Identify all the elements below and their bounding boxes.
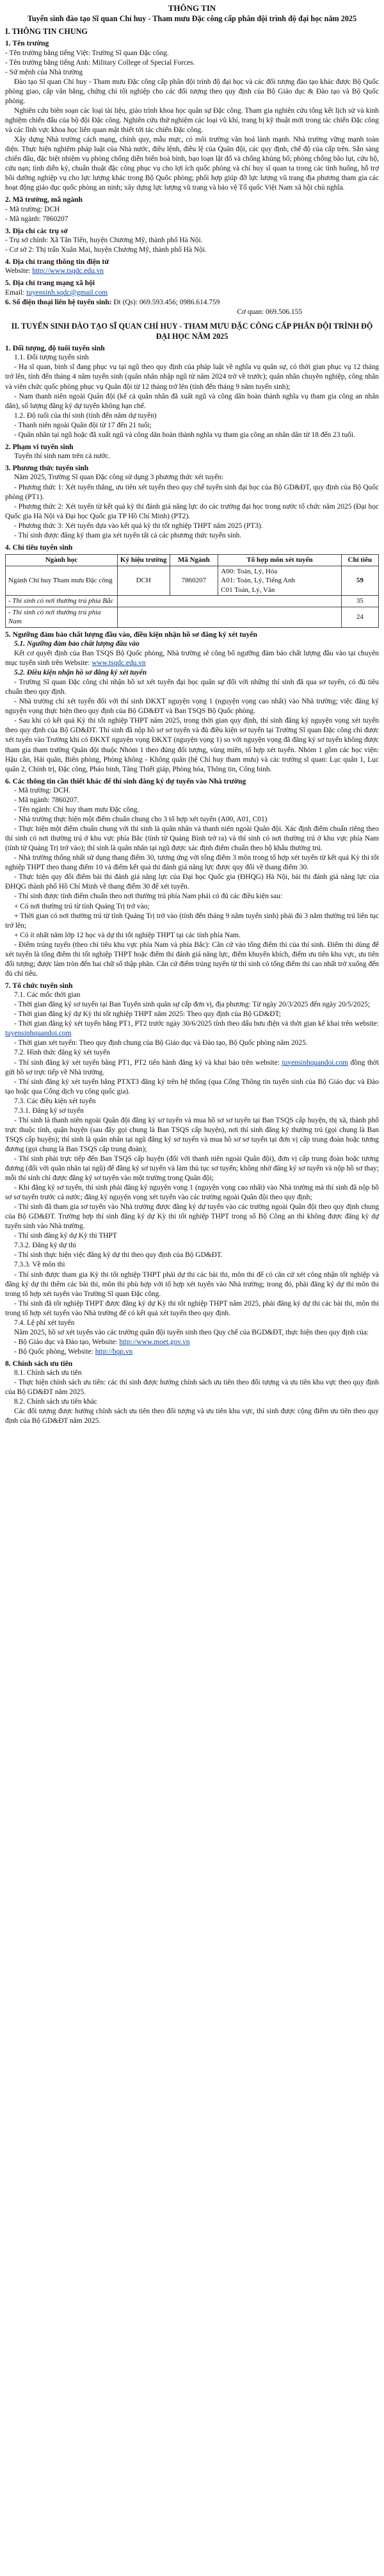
table-cell: 35: [341, 596, 378, 607]
website-link[interactable]: www.tsqdc.edu.vn: [92, 659, 146, 668]
paragraph: - Thí sinh đăng ký xét tuyển bằng PTXT3 đăng ký trên hệ thống (qua Cổng Thông tin tuyển sinh của Bộ Giáo dục và Đào tạo hoặc qua Cổng dịch vụ công quốc gia).: [5, 1078, 379, 1095]
paragraph: Các đối tượng được hưởng chính sách ưu tiên theo đối tượng và ưu tiên khu vực, thí sinh được cộng điểm ưu tiên theo quy định của Bộ GD&ĐT năm 2025.: [5, 1407, 379, 1425]
phone-heading: 6. Số điện thoại liên hệ tuyển sinh:: [5, 298, 112, 306]
paragraph: - Khi đăng ký sơ tuyển, thí sinh phải đăng ký nguyện vọng 1 (nguyện vọng cao nhất) vào Nhà trường mà thí sinh đã nộp hồ sơ sơ tuyển trước cả nước; đăng ký nguyện vọng xét tuyển vào các trường ngoài Quân đội theo quy định;: [5, 1184, 379, 1202]
table-cell: 7860207: [170, 566, 218, 596]
document-title: THÔNG TIN: [168, 3, 216, 13]
part1-heading: I. THÔNG TIN CHUNG: [5, 27, 88, 37]
table-header-cell: Ngành học: [6, 555, 118, 566]
paragraph: - Thí sinh đã tham gia sơ tuyển vào Nhà trường được đăng ký dự tuyển vào các trường ngoài Quân đội theo quy định chung của Bộ GD&ĐT. Trường hợp thí sinh đăng ký dự Kỳ thi tốt nghiệp THPT trong số Bộ Công an thì không được đăng ký dự tuyển sinh vào Nhà trường.: [5, 1203, 379, 1231]
paragraph: [5, 1058, 379, 1078]
website-link[interactable]: http://bqp.vn: [95, 1347, 133, 1356]
section-heading: 2. Mã trường, mã ngành: [5, 195, 83, 204]
website-link[interactable]: tuyensinhquandoi.com: [282, 1058, 348, 1067]
paragraph: [5, 1338, 379, 1347]
table-row: [6, 596, 379, 607]
paragraph-text: - Thời gian đăng ký xét tuyển bằng PT1, PT2 trước ngày 30/6/2025 tính theo dấu bưu điện và thời gian kế khai trên website:: [14, 1020, 379, 1028]
text-line: - Trụ sở chính: Xã Tân Tiến, huyện Chương Mỹ, thành phố Hà Nội.: [5, 236, 203, 245]
section-heading: 2. Phạm vi tuyển sinh: [5, 442, 74, 451]
paragraph: [5, 649, 379, 668]
subsection-heading: 5.2. Điều kiện nhận hồ sơ đăng ký xét tuyển: [14, 669, 147, 677]
paragraph-text: - Bộ Giáo dục và Đào tạo, Website:: [14, 1338, 120, 1346]
paragraph: - Sau khi có kết quả Kỳ thi tốt nghiệp THPT năm 2025, trong thời gian quy định, thí sinh đăng ký nguyện vọng xét tuyển theo quy định của Bộ GD&ĐT. Thí sinh đã nộp hồ sơ sơ tuyển và đủ điều kiện sơ tuyển tại Trường Sĩ quan Đặc công chỉ được xét tuyển vào Trường khi có ĐKXT nguyện vọng ĐKXT (nguyện vọng 1) so với nguyện vọng đã đăng ký sơ tuyển không được tham gia tham trường Quân đội thuộc Nhóm 1 theo đúng đối tượng, vùng miền, tổ hợp xét tuyển. Nhóm 1 gồm các học viện: Hậu cần, Hải quân, Biên phòng, Phòng không - Không quân (hệ Chỉ huy tham mưu) và các trường sĩ quan: Lục quân 1, Lục quân 2, Chính trị, Đặc công, Pháo binh, Tăng Thiết giáp, Phòng hóa, Thông tin, Công binh.: [5, 717, 379, 773]
paragraph: - Điểm trúng tuyển (theo chỉ tiêu khu vực phía Nam và phía Bắc): Căn cứ vào tổng điểm thi của thí sinh. Điểm thi dùng để xét tuyển là tổng điểm thi tốt nghiệp THPT hoặc điểm thi đánh giá năng lực, điểm khuyến khích, điểm ưu tiên khu vực, ưu tiên đối tượng; được làm tròn đến hai chữ số thập phân. Căn cứ điểm trúng tuyển từ thí sinh có tổng điểm thi cao nhất trở xuống đến đủ chỉ tiêu.: [5, 940, 379, 978]
paragraph: + Thời gian có nơi thường trú từ tỉnh Quảng Trị trở vào (tính đến tháng 9 năm tuyển sinh) phải đủ 3 năm thường trú liên tục trở lên;: [5, 912, 379, 930]
section-heading: 4. Địa chỉ trang thông tin điện tử: [5, 258, 109, 267]
table-cell: - Thí sinh có nơi thường trú phía Nam: [6, 607, 118, 627]
paragraph: - Thanh niên ngoài Quân đội từ 17 đến 21 tuổi;: [14, 421, 152, 429]
section-heading: 5. Ngưỡng đảm bảo chất lượng đầu vào, điều kiện nhận hồ sơ đăng ký xét tuyển: [5, 630, 257, 639]
section-heading: 4. Chỉ tiêu tuyển sinh: [5, 543, 73, 552]
paragraph: - Thí sinh đã tốt nghiệp THPT được đăng ký dự Kỳ thi tốt nghiệp THPT năm 2025, phải đăng ký dự thi các bài thi, môn thi trong tổ hợp xét tuyển vào Nhà trường để có kết quả xét tuyển theo quy định.: [5, 1299, 379, 1317]
paragraph: - Thí sinh phải trực tiếp đến Ban TSQS cấp huyện (đối với thanh niên ngoài Quân đội), đơn vị cấp trung đoàn hoặc tương đương (đối với quân nhân tại ngũ) để đăng ký sơ tuyển và làm thủ tục sơ tuyển; không nhờ đăng ký sơ tuyển và nộp hồ sơ thay; mỗi thí sinh chỉ được đăng ký sơ tuyển vào một trường trong Quân đội;: [5, 1154, 379, 1183]
paragraph: - Thí sinh được tính điểm chuẩn theo nơi thường trú phía Nam phải có đủ các điều kiện sau:: [14, 892, 282, 901]
paragraph: - Thực hiện chính sách ưu tiên: các thí sinh được hưởng chính sách ưu tiên theo đối tượng và ưu tiên khu vực theo quy định của Bộ GD&ĐT năm 2025.: [5, 1379, 379, 1397]
subsection-heading: 5.1. Ngưỡng đảm bảo chất lượng đầu vào: [14, 639, 140, 648]
text-line: - Tên trường bằng tiếng Anh: Military College of Special Forces.: [5, 58, 195, 67]
table-row: [6, 566, 379, 596]
email-link[interactable]: tuyensinh.sqdc@gmail.com: [26, 288, 108, 297]
paragraph: - Thí sinh được đăng ký tham gia xét tuyển tất cả các phương thức tuyển sinh.: [14, 531, 242, 539]
text-line: - Tên trường bằng tiếng Việt: Trường Sĩ quan Đặc công.: [5, 49, 169, 57]
subsection-heading: 7.1. Các mốc thời gian: [14, 991, 81, 999]
text-line: - Mã ngành: 7860207.: [14, 796, 79, 804]
paragraph: - Phương thức 3: Xét tuyển dựa vào kết quả kỳ thi tốt nghiệp THPT năm 2025 (PT3).: [14, 521, 263, 530]
paragraph: [5, 1019, 379, 1038]
paragraph-text: - Thí sinh đăng ký xét tuyển bằng PT1, PT2 tiến hành đăng ký và khai báo trên website:: [14, 1058, 282, 1067]
subsection-heading: 8.1. Chính sách ưu tiên: [14, 1369, 82, 1377]
paragraph: - Thí sinh là thanh niên ngoài Quân đội đăng ký sơ tuyển và mua hồ sơ sơ tuyển tại Ban TSQS cấp huyện, thị xã, thành phố trực thuộc tỉnh, quận huyện (sau đây gọi chung là Ban TSQS cấp huyện), nơi thí sinh đăng ký thường trú (gọi chung là Ban TSQS cấp huyện); thí sinh là quân nhân tại ngũ đăng ký sơ tuyển và mua hồ sơ sơ tuyển tại đơn vị cấp trung đoàn hoặc tương đương (gọi chung là Ban TSQS cấp trung đoàn);: [5, 1116, 379, 1153]
text-line: - Mã trường: DCH.: [14, 786, 71, 794]
section-heading: 1. Tên trường: [5, 39, 49, 48]
email-line: [5, 288, 379, 298]
part2-heading: II. TUYỂN SINH ĐÀO TẠO SĨ QUAN CHỈ HUY - THAM MƯU ĐẶC CÔNG CẤP PHÂN ĐỘI TRÌNH ĐỘ ĐẠI HỌC NĂM 2025: [11, 321, 373, 341]
phone-value-2: Cơ quan: 069.506.155: [237, 308, 302, 316]
paragraph: - Thời gian xét tuyển: Theo quy định chung của Bộ Giáo dục và Đào tạo, Bộ Quốc phòng năm 2025.: [14, 1039, 308, 1047]
document-subtitle: Tuyển sinh đào tạo Sĩ quan Chỉ huy - Tham mưu Đặc công cấp phân đội trình độ đại học năm 2025: [27, 14, 357, 24]
paragraph: - Phương thức 2: Xét tuyển từ kết quả kỳ thi đánh giá năng lực do các trường đại học trong nước tổ chức năm 2025 (Đại học Quốc gia Hà Nội và Đại học Quốc gia TP Hồ Chí Minh) (PT2).: [5, 502, 379, 520]
quota-table: [5, 554, 379, 628]
section-heading: 1. Đối tượng, độ tuổi tuyển sinh: [5, 344, 105, 353]
paragraph: Tuyển thí sinh nam trên cả nước.: [14, 452, 111, 461]
paragraph-text: đồng thời gửi hồ sơ trực tiếp về Nhà trường.: [5, 1058, 379, 1076]
subsection-heading: 7.3.3. Về môn thi: [14, 1261, 65, 1269]
paragraph: Năm 2025, Trường Sĩ quan Đặc công sử dụng 3 phương thức xét tuyển:: [14, 473, 224, 482]
table-row: [6, 607, 379, 627]
subsection-heading: 8.2. Chính sách ưu tiên khác: [14, 1398, 97, 1406]
section-heading: 5. Địa chỉ trang mạng xã hội: [5, 279, 95, 288]
table-header-cell: Mã Ngành: [170, 555, 218, 566]
paragraph: - Nhà trường thống nhất sử dụng thang điểm 30, tương ứng với tổng điểm 3 môn trong tổ hợp xét tuyển từ kết quả Kỳ thi tốt nghiệp THPT theo thang điểm 10 và điểm kết quả thi đánh giá năng lực được quy đổi về thang điểm 30.: [5, 854, 379, 872]
paragraph: - Quân nhân tại ngũ hoặc đã xuất ngũ và công dân hoàn thành nghĩa vụ tham gia công an nhân dân từ 18 đến 23 tuổi.: [14, 431, 355, 439]
text-line: - Nhà trường thực hiện một điểm chuẩn chung cho 3 tổ hợp xét tuyển (A00, A01, C01): [14, 816, 268, 824]
website-link[interactable]: tuyensinhquandoi.com: [5, 1030, 72, 1038]
paragraph: Xây dựng Nhà trường cách mạng, chính quy, mẫu mực, có môi trường văn hoá lành mạnh. Nhà trường vững mạnh toàn diện. Thực hiện nghiêm pháp luật của Nhà nước, điều lệnh, điều lệ của Quân đội, các quy định, chế độ của cấp trên. Sẵn sàng chiến đấu, đặc biệt nhiệm vụ phòng chống diễn biến hoà bình, bạo loạn lật đổ và chống khủng bố; phòng chống bão lụt, cứu hộ, cứu nạn; tình diễn kỷ, chuẩn thuật đặc công phục vụ cho lợi ích quốc phòng và chỉ huy sĩ quan ta trong các tình huống, hỗ trợ bồi dưỡng nghiệp vụ cho lực lượng khác trong Bộ Quốc phòng; phối hợp giúp đỡ lực lượng vũ trang địa phương tham gia các hoạt động giáo dục quốc phòng an ninh; xây dựng lực lượng vũ trang và bảo vệ Tổ quốc Việt Nam xã hội chủ nghĩa.: [5, 136, 379, 192]
table-cell: DCH: [117, 566, 170, 596]
subsection-heading: 7.3.1. Đăng ký sơ tuyển: [14, 1106, 84, 1115]
section-heading: 3. Địa chỉ các trụ sở: [5, 226, 68, 235]
table-header-row: [6, 555, 379, 566]
table-header-cell: Chỉ tiêu: [341, 555, 378, 566]
paragraph: - Nam thanh niên ngoài Quân đội (kể cả quân nhân đã xuất ngũ và công dân hoàn thành nghĩa vụ tham gia công an nhân dân), số lượng đăng ký dự tuyển không hạn chế.: [5, 392, 379, 410]
website-line: [5, 267, 379, 276]
text-line: - Mã ngành: 7860207: [5, 215, 68, 223]
table-cell: 59: [341, 566, 378, 596]
section-heading: 3. Phương thức tuyển sinh: [5, 464, 89, 473]
table-cell: Ngành Chỉ huy Tham mưu Đặc công: [6, 566, 118, 596]
table-cell: [117, 596, 341, 607]
table-cell: 24: [341, 607, 378, 627]
phone-line: [5, 298, 379, 308]
section-heading: 8. Chính sách ưu tiên: [5, 1359, 73, 1368]
paragraph: - Thực hiện quy đổi điểm bài thi đánh giá năng lực của Đại học Quốc gia (ĐHQG) Hà Nội, bài thi đánh giá năng lực của ĐHQG thành phố Hồ Chí Minh về thang điểm 30 để xét tuyển.: [5, 873, 379, 891]
paragraph: Năm 2025, hồ sơ xét tuyển vào các trường quân đội tuyển sinh theo Quy chế của BGD&ĐT, thực hiện theo quy định của:: [14, 1328, 369, 1336]
table-cell: A00: Toán, Lý, Hóa A01: Toán, Lý, Tiếng Anh C01 Toán, Lý, Văn: [218, 566, 341, 596]
paragraph: - Trường Sĩ quan Đặc công chỉ nhận hồ sơ xét tuyển đại học quân sự đối với những thí sinh đã qua sơ tuyển, có đủ tiêu chuẩn theo quy định.: [5, 678, 379, 696]
subsection-heading: 7.4. Lệ phí xét tuyển: [14, 1318, 75, 1327]
paragraph: - Thời gian đăng ký sơ tuyển tại Ban Tuyển sinh quân sự cấp đơn vị, địa phương: Từ ngày 20/3/2025 đến ngày 20/5/2025;: [14, 1001, 370, 1009]
paragraph: - Nhà trường chỉ xét tuyển đối với thí sinh ĐKXT nguyện vọng 1 (nguyện vọng cao nhất) vào Nhà trường; việc đăng ký nguyện vọng thực hiện theo quy định của Bộ GD&ĐT và Ban TSQS Bộ Quốc phòng.: [5, 698, 379, 716]
subsection-heading: 7.2. Hình thức đăng ký xét tuyển: [14, 1049, 110, 1057]
text-line: - Cơ sở 2: Thị trấn Xuân Mai, huyện Chương Mỹ, thành phố Hà Nội.: [5, 246, 207, 254]
section-heading: 7. Tổ chức tuyển sinh: [5, 981, 73, 990]
website-link[interactable]: http://www.moet.gov.vn: [119, 1338, 190, 1346]
paragraph: - Thí sinh thực hiện việc đăng ký dự thi theo quy định của Bộ GD&ĐT.: [14, 1251, 223, 1259]
paragraph: [5, 1347, 379, 1357]
document-header: [5, 3, 379, 24]
subsection-heading: 7.3. Các điều kiện xét tuyển: [14, 1097, 96, 1105]
paragraph: Đào tạo Sĩ quan Chỉ huy - Tham mưu Đặc công cấp phân đội trình độ đại học và các đối tượng đào tạo khác được Bộ Quốc phòng giao, cấp văn bằng, chứng chỉ tốt nghiệp cho các đối tượng theo quy định của Bộ Giáo dục & Đào tạo và Bộ Quốc phòng.: [5, 78, 379, 105]
paragraph: Nghiên cứu biên soạn các loại tài liệu, giáo trình khoa học quân sự Đặc công. Tham gia nghiên cứu tổng kết lịch sử và kinh nghiệm chiến đấu của bộ đội Đặc công. Nghiên cứu thử nghiệm các loại vũ khí, trang bị kỹ thuật mới trong tác chiến Đặc công và các lĩnh vực khoa học liên quan mật thiết tới tác chiến Đặc công.: [5, 106, 379, 135]
paragraph: - Phương thức 1: Xét tuyển thẳng, ưu tiên xét tuyển theo quy chế tuyển sinh đại học của Bộ GD&ĐT, quy định của Bộ Quốc phòng (PT1).: [5, 483, 379, 501]
table-cell: [117, 607, 341, 627]
paragraph: - Hạ sĩ quan, binh sĩ đang phục vụ tại ngũ theo quy định của pháp luật về nghĩa vụ quân sự, có thời gian phục vụ 12 tháng trở lên, tính đến tháng 4 năm tuyển sinh (quân nhân nhập ngũ từ năm 2024 trở về trước); quân nhân chuyên nghiệp, công nhân và viên chức quốc phòng phục vụ Quân đội từ 12 tháng trở lên (tính đến tháng 9 năm tuyển sinh);: [5, 363, 379, 391]
phone-value: Đt (Qs): 069.593.456; 0986.614.759: [113, 298, 220, 306]
section-heading: 6. Các thông tin cần thiết khác để thí sinh đăng ký dự tuyển vào Nhà trường: [5, 776, 246, 785]
paragraph: - Thực hiện một điểm chuẩn chung với thí sinh là quân nhân và thanh niên ngoài Quân đội. Xác định điểm chuẩn riêng theo thí sinh có nơi thường trú ở khu vực phía Bắc (tính từ Quảng Bình trở ra) và thí sinh có nơi thường trú ở khu vực phía Nam (tính từ Quảng Trị trở vào); thí sinh là quân nhân tại ngũ được xác định điểm chuẩn theo hộ khẩu thường trú.: [5, 825, 379, 853]
table-header-cell: Tổ hợp môn xét tuyển: [218, 555, 341, 566]
text-line: - Sứ mệnh của Nhà trường: [5, 68, 83, 76]
paragraph-text: Kết cơ quyết định của Ban TSQS Bộ Quốc phòng, Nhà trường sẽ công bố ngưỡng đảm bảo chất lượng đầu vào tại chuyên mục tuyển sinh trên Website:: [5, 650, 379, 668]
text-line: - Mã trường: DCH: [5, 205, 60, 213]
subsection-heading: 1.2. Độ tuổi của thí sinh (tính đến năm dự tuyển): [14, 411, 157, 420]
table-cell: - Thí sinh có nơi thường trú phía Bắc: [6, 596, 118, 607]
table-header-cell: Ký hiệu trường: [117, 555, 170, 566]
paragraph: - Thí sinh đăng ký dự Kỳ thi THPT: [14, 1232, 117, 1240]
paragraph: + Có nơi thường trú từ tỉnh Quảng Trị trở vào;: [14, 902, 150, 910]
paragraph: + Có ít nhất năm lớp 12 học và dự thi tốt nghiệp THPT tại các tỉnh phía Nam.: [14, 931, 241, 939]
subsection-heading: 1.1. Đối tượng tuyển sinh: [14, 354, 89, 362]
email-label: Email:: [5, 288, 27, 297]
paragraph: - Thí sinh được tham gia Kỳ thi tốt nghiệp THPT phải dự thi các bài thi, môn thi để có căn cứ xét công nhận tốt nghiệp và đăng ký dự thi thêm các bài thi, môn thi phù hợp với tổ hợp xét tuyển vào Nhà trường; trong đó, phải đăng ký dự thi môn thi trong tổ hợp xét tuyển vào Trường Sĩ quan Đặc công.: [5, 1270, 379, 1298]
website-label: Website:: [5, 267, 33, 275]
paragraph-text: - Bộ Quốc phòng, Website:: [14, 1347, 95, 1356]
website-link[interactable]: http://www.tsqdc.edu.vn: [32, 267, 104, 275]
paragraph: - Thời gian đăng ký dự Kỳ thi tốt nghiệp THPT năm 2025: Theo quy định của Bộ GD&ĐT;: [14, 1010, 281, 1019]
subsection-heading: 7.3.2. Đăng ký dự thi: [14, 1242, 76, 1250]
text-line: - Tên ngành: Chỉ huy tham mưu Đặc công.: [14, 806, 140, 814]
